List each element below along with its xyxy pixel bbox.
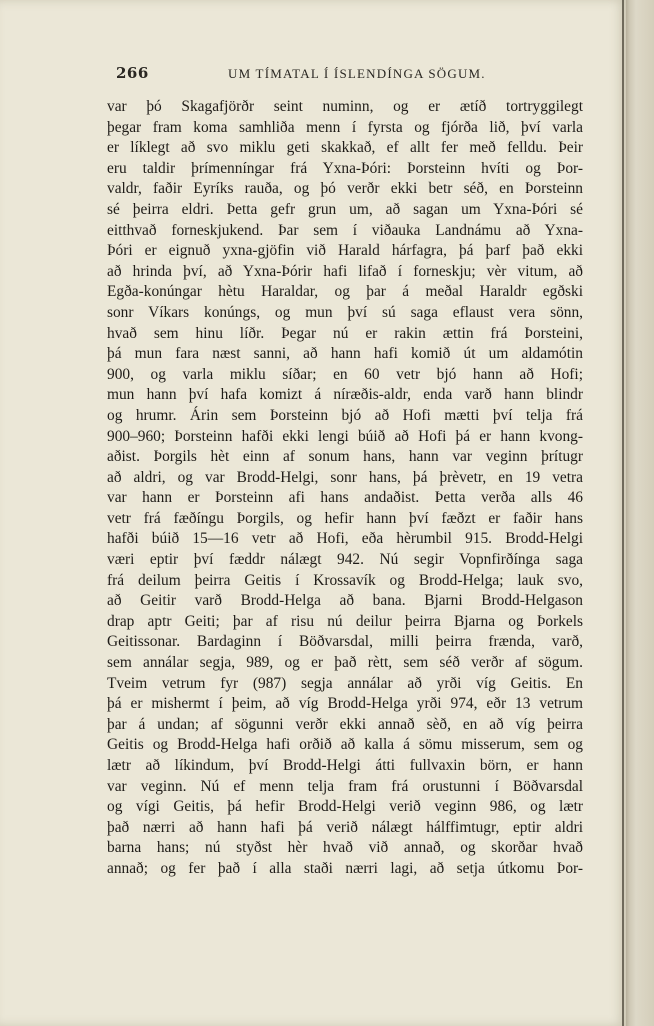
- text-line: Þóri er eignuð yxna-gjöfin við Harald hárfagra, þá þarf það ekki: [107, 242, 583, 260]
- text-line: hafði búið 15—16 vetr að Hofi, eða hèrumbil 915. Brodd-Helgi: [107, 530, 583, 548]
- text-line: að hrinda því, að Yxna-Þórir hafi lifað í forneskju; vèr vitum, að: [107, 262, 583, 280]
- facing-page-edge: [626, 0, 654, 1026]
- text-line: Egða-konúngar hètu Haraldar, og þar á meðal Haraldr egðski: [107, 283, 583, 301]
- running-header: [116, 64, 616, 88]
- text-line: væri eptir því fæddr nálægt 942. Nú segir Vopnfirðínga saga: [107, 551, 583, 569]
- text-line: annað; og fer það í alla staði nærri lagi, að setja útkomu Þor-: [107, 859, 583, 877]
- text-line: að aldri, og var Brodd-Helgi, sonr hans, þá þrèvetr, en 19 vetra: [107, 468, 583, 486]
- text-line: og vígi Geitis, þá hefir Brodd-Helgi verið veginn 986, og lætr: [107, 798, 583, 816]
- text-line: mun hann því hafa komizt á níræðis-aldr, enda varð hann blindr: [107, 386, 583, 404]
- text-line: hvað sem hinu líðr. Þegar nú er rakin ættin frá Þorsteini,: [107, 324, 583, 342]
- text-line: þá er mishermt í þeim, að víg Brodd-Helga yrði 974, eðr 13 vetrum: [107, 695, 583, 713]
- text-line: eitthvað forneskjukend. Þar sem í viðauka Landnámu að Yxna-: [107, 221, 583, 239]
- text-line: drap aptr Geiti; þar af risu nú deilur þeirra Bjarna og Þorkels: [107, 612, 583, 630]
- text-line: var veginn. Nú ef menn telja fram frá orustunni í Böðvarsdal: [107, 777, 583, 795]
- text-line: og hrumr. Árin sem Þorsteinn bjó að Hofi mætti því telja frá: [107, 406, 583, 424]
- text-line: Tveim vetrum fyr (987) segja annálar að yrði víg Geitis. En: [107, 674, 583, 692]
- text-line: frá deilum þeirra Geitis í Krossavík og Brodd-Helga; lauk svo,: [107, 571, 583, 589]
- text-line: það nærri að hann hafi þá verið nálægt hálffimtugr, eptir aldri: [107, 818, 583, 836]
- body-text: [107, 97, 583, 880]
- text-line: þá mun fara næst sanni, að hann hafi komið út um aldamótin: [107, 345, 583, 363]
- text-line: var þó Skagafjörðr seint numinn, og er ætíð tortryggilegt: [107, 98, 583, 115]
- text-line: að Geitir varð Brodd-Helga að bana. Bjarni Brodd-Helgason: [107, 592, 583, 610]
- text-line: 900–960; Þorsteinn hafði ekki lengi búið að Hofi þá er hann kvong-: [107, 427, 583, 445]
- running-title: UM TÍMATAL Í ÍSLENDÍNGA SÖGUM.: [228, 66, 486, 81]
- text-line: 900, og varla miklu síðar; en 60 vetr bjó hann að Hofi;: [107, 365, 583, 383]
- text-line: lætr að líkindum, því Brodd-Helgi átti fullvaxin börn, er hann: [107, 757, 583, 774]
- text-line: vetr frá fæðíngu Þorgils, og hefir hann því fæðzt er faðir hans: [107, 509, 583, 527]
- text-line: eru taldir þrímenníngar frá Yxna-Þóri: Þorsteinn hvíti og Þor-: [107, 159, 583, 177]
- page-number: 266: [116, 64, 149, 82]
- text-line: sonr Víkars konúngs, og mun því sú saga eflaust vera sönn,: [107, 303, 583, 321]
- text-line: valdr, faðir Eyríks rauða, og þó verðr ekki betr séð, en Þorsteinn: [107, 180, 583, 198]
- text-line: Geitissonar. Bardaginn í Böðvarsdal, milli þeirra frænda, varð,: [107, 633, 583, 651]
- page-gutter-edge: [622, 0, 624, 1026]
- text-line: var hann er Þorsteinn afi hans andaðist. Þetta verða alls 46: [107, 489, 583, 507]
- text-line: aðist. Þorgils hèt einn af sonum hans, hann var veginn þrítugr: [107, 448, 583, 466]
- text-line: Geitis og Brodd-Helga hafi orðið að kalla á sömu misserum, sem og: [107, 736, 583, 754]
- text-line: barna hans; nú styðst hèr hvað við annað, og skorðar hvað: [107, 839, 583, 857]
- text-line: þar á undan; af sögunni verðr ekki annað sèð, en að víg þeirra: [107, 715, 583, 733]
- text-line: þegar fram koma samhliða menn í fyrsta og fjórða lið, því varla: [107, 118, 583, 136]
- text-line: er líklegt að svo miklu geti skakkað, ef allt fer með felldu. Þeir: [107, 139, 583, 157]
- text-line: sé þeirra eldri. Þetta gefr grun um, að sagan um Yxna-Þóri sé: [107, 200, 583, 218]
- text-line: sem annálar segja, 989, og er það rètt, sem séð verðr af sögum.: [107, 654, 583, 672]
